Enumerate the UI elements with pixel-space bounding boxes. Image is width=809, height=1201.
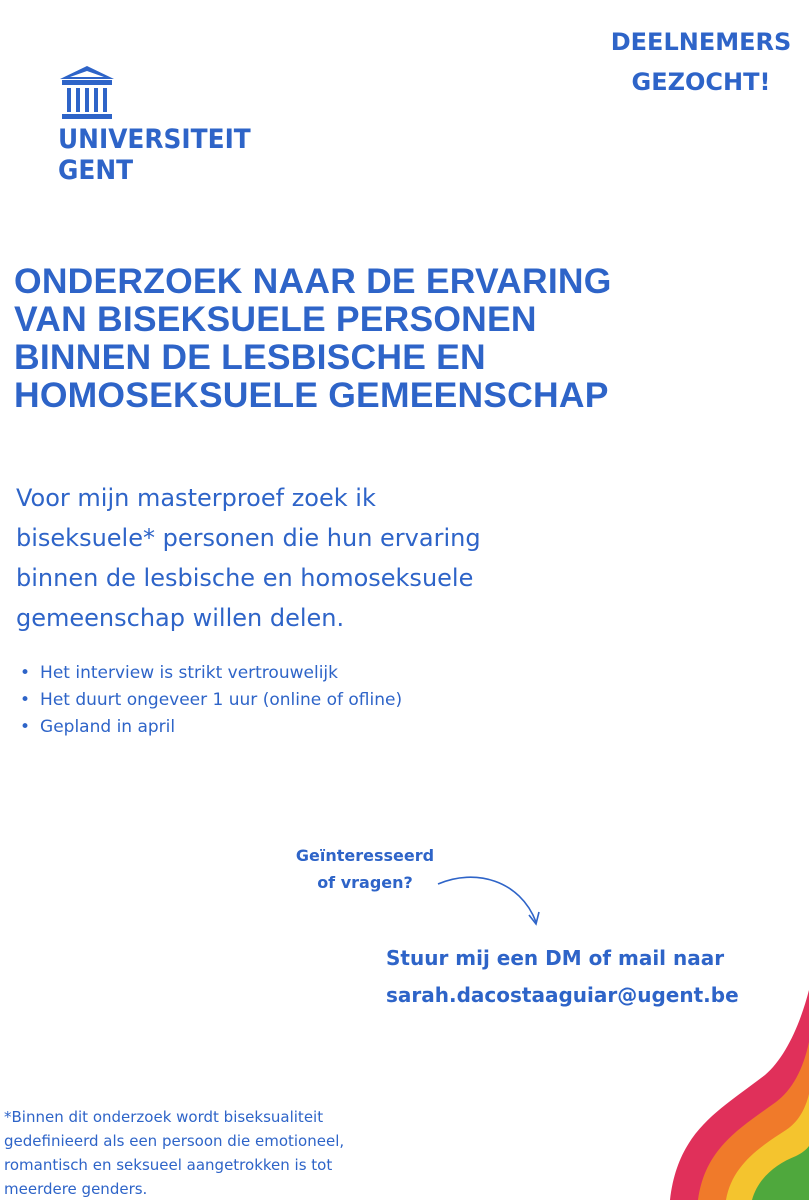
footnote-line: gedefinieerd als een persoon die emotioneel, <box>4 1132 345 1150</box>
callout-line-1: DEELNEMERS <box>610 28 792 56</box>
university-logo-text <box>58 124 251 186</box>
callout-line-2: GEZOCHT! <box>631 68 771 96</box>
curved-arrow-icon <box>430 860 550 935</box>
footnote-line: meerdere genders. <box>4 1180 148 1198</box>
intro-line: binnen de lesbische en homoseksuele <box>16 564 474 592</box>
intro-paragraph <box>16 478 556 638</box>
intro-line: Voor mijn masterproef zoek ik <box>16 484 376 512</box>
logo-line-2: GENT <box>58 155 134 186</box>
question-line-2: of vragen? <box>317 873 413 892</box>
logo-line-1: UNIVERSITEIT <box>58 124 251 155</box>
details-list <box>20 660 402 741</box>
question-line-1: Geïnteresseerd <box>295 846 435 865</box>
rainbow-wave-decoration <box>600 980 809 1200</box>
list-item: • Gepland in april <box>20 714 402 741</box>
intro-line: biseksuele* personen die hun ervaring <box>16 524 481 552</box>
footnote-line: romantisch en seksueel aangetrokken is tot <box>4 1156 333 1174</box>
headline-line: HOMOSEKSUELE GEMEENSCHAP <box>14 375 609 415</box>
contact-instruction: Stuur mij een DM of mail naar <box>386 946 725 970</box>
intro-line: gemeenschap willen delen. <box>16 604 345 632</box>
headline-line: ONDERZOEK NAAR DE ERVARING <box>14 261 612 301</box>
list-item: • Het interview is strikt vertrouwelijk <box>20 660 402 687</box>
footnote <box>4 1105 394 1201</box>
recruitment-callout <box>601 22 801 102</box>
contact-email[interactable]: sarah.dacostaaguiar@ugent.be <box>386 983 739 1007</box>
university-building-icon <box>58 64 116 120</box>
page-title <box>14 262 714 414</box>
list-item: • Het duurt ongeveer 1 uur (online of ofline) <box>20 687 402 714</box>
footnote-line: *Binnen dit onderzoek wordt biseksualiteit <box>4 1108 324 1126</box>
headline-line: BINNEN DE LESBISCHE EN <box>14 337 486 377</box>
headline-line: VAN BISEKSUELE PERSONEN <box>14 299 537 339</box>
